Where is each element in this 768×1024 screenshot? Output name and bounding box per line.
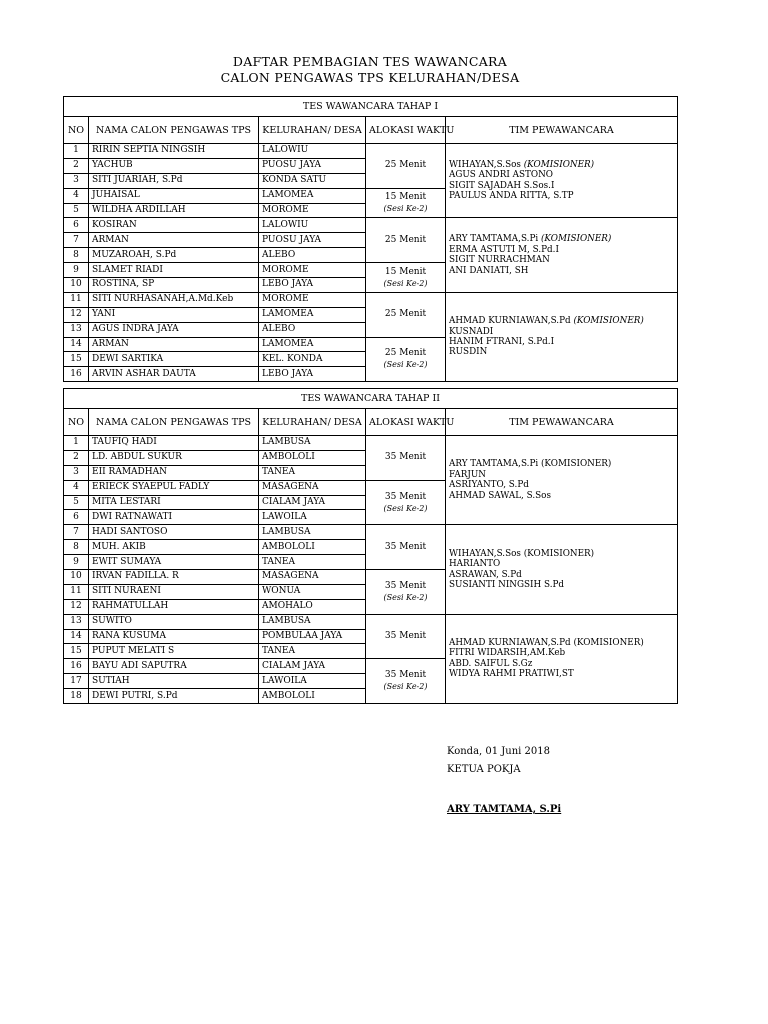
cell-no: 5 — [64, 203, 89, 218]
alokasi-sesi: (Sesi Ke-2) — [383, 592, 428, 602]
cell-no: 12 — [64, 599, 89, 614]
header-kelurahan: KELURAHAN/ DESA — [259, 117, 366, 144]
cell-no: 13 — [64, 322, 89, 337]
alokasi-waktu: 35 Menit — [384, 491, 427, 502]
cell-nama: SITI NURAENI — [89, 584, 259, 599]
cell-no: 18 — [64, 689, 89, 704]
cell-no: 16 — [64, 659, 89, 674]
cell-nama: KOSIRAN — [89, 218, 259, 233]
tim-anggota: AGUS ANDRI ASTONO — [449, 170, 553, 181]
tim-ketua — [449, 549, 674, 559]
tim-anggota: KUSNADI — [449, 326, 494, 337]
signature-block — [447, 743, 561, 819]
cell-alokasi — [366, 188, 446, 218]
tim-anggota: RUSDIN — [449, 347, 488, 358]
alokasi-waktu: 15 Menit — [384, 266, 427, 277]
cell-nama: RIRIN SEPTIA NINGSIH — [89, 144, 259, 159]
cell-kelurahan: LEBO JAYA — [259, 367, 366, 382]
cell-nama: MITA LESTARI — [89, 495, 259, 510]
tim-ketua-name: ARY TAMTAMA,S.Pi — [449, 234, 539, 245]
tim-ketua — [449, 316, 674, 326]
cell-kelurahan: CIALAM JAYA — [259, 495, 366, 510]
alokasi-waktu: 25 Menit — [384, 234, 427, 245]
cell-no: 1 — [64, 144, 89, 159]
cell-kelurahan: MOROME — [259, 263, 366, 278]
cell-no: 6 — [64, 510, 89, 525]
tim-ketua — [449, 160, 674, 170]
schedule-table-tahap-2 — [63, 388, 678, 704]
cell-tim-pewawancara — [446, 525, 678, 614]
cell-tim-pewawancara — [446, 218, 678, 292]
cell-no: 10 — [64, 570, 89, 585]
cell-kelurahan: LAMBUSA — [259, 614, 366, 629]
cell-no: 9 — [64, 555, 89, 570]
alokasi-waktu: 35 Menit — [384, 670, 427, 681]
cell-kelurahan: AMBOLOLI — [259, 540, 366, 555]
cell-nama: ARMAN — [89, 233, 259, 248]
cell-alokasi — [366, 263, 446, 293]
cell-alokasi — [366, 570, 446, 615]
header-kelurahan: KELURAHAN/ DESA — [259, 409, 366, 436]
alokasi-waktu: 15 Menit — [384, 192, 427, 203]
document-title — [0, 54, 740, 86]
tim-anggota: ERMA ASTUTI M, S.Pd.I — [449, 244, 559, 255]
cell-nama: AGUS INDRA JAYA — [89, 322, 259, 337]
cell-no: 9 — [64, 263, 89, 278]
cell-nama: SITI JUARIAH, S.Pd — [89, 173, 259, 188]
cell-alokasi — [366, 480, 446, 525]
tim-ketua-name: WIHAYAN,S.Sos — [449, 159, 521, 170]
cell-nama: IRVAN FADILLA. R — [89, 570, 259, 585]
cell-nama: SUTIAH — [89, 674, 259, 689]
tim-ketua-name: AHMAD KURNIAWAN,S.Pd (KOMISIONER) — [449, 638, 644, 649]
alokasi-waktu: 25 Menit — [384, 348, 427, 359]
cell-no: 3 — [64, 173, 89, 188]
cell-no: 13 — [64, 614, 89, 629]
cell-tim-pewawancara — [446, 144, 678, 218]
cell-nama: DEWI SARTIKA — [89, 352, 259, 367]
cell-no: 16 — [64, 367, 89, 382]
cell-kelurahan: ALEBO — [259, 248, 366, 263]
cell-nama: YANI — [89, 307, 259, 322]
header-alokasi: ALOKASI WAKTU — [366, 117, 446, 144]
tim-ketua-role: (KOMISIONER) — [573, 316, 644, 327]
cell-alokasi — [366, 292, 446, 337]
cell-kelurahan: MASAGENA — [259, 480, 366, 495]
tim-ketua-role: (KOMISIONER) — [541, 234, 612, 245]
tim-anggota: HARIANTO — [449, 559, 501, 570]
signature-place-date: Konda, 01 Juni 2018 — [447, 746, 551, 757]
title-line-2: CALON PENGAWAS TPS KELURAHAN/DESA — [220, 70, 520, 85]
cell-nama: WILDHA ARDILLAH — [89, 203, 259, 218]
cell-kelurahan: TANEA — [259, 644, 366, 659]
cell-kelurahan: MOROME — [259, 292, 366, 307]
alokasi-sesi: (Sesi Ke-2) — [383, 503, 428, 513]
cell-no: 11 — [64, 292, 89, 307]
cell-kelurahan: KEL. KONDA — [259, 352, 366, 367]
alokasi-sesi: (Sesi Ke-2) — [383, 204, 428, 214]
cell-no: 15 — [64, 644, 89, 659]
cell-kelurahan: TANEA — [259, 555, 366, 570]
cell-nama: ERIECK SYAEPUL FADLY — [89, 480, 259, 495]
cell-alokasi — [366, 436, 446, 481]
cell-no: 14 — [64, 337, 89, 352]
cell-nama: EWIT SUMAYA — [89, 555, 259, 570]
cell-kelurahan: KONDA SATU — [259, 173, 366, 188]
cell-no: 5 — [64, 495, 89, 510]
cell-no: 3 — [64, 465, 89, 480]
cell-kelurahan: POMBULAA JAYA — [259, 629, 366, 644]
cell-kelurahan: LALOWIU — [259, 144, 366, 159]
cell-no: 1 — [64, 436, 89, 451]
cell-nama: HADI SANTOSO — [89, 525, 259, 540]
table-caption: TES WAWANCARA TAHAP I — [64, 97, 678, 117]
cell-no: 2 — [64, 158, 89, 173]
cell-no: 10 — [64, 278, 89, 293]
cell-nama: DWI RATNAWATI — [89, 510, 259, 525]
cell-kelurahan: LALOWIU — [259, 218, 366, 233]
cell-tim-pewawancara — [446, 614, 678, 703]
header-tim: TIM PEWAWANCARA — [446, 409, 678, 436]
alokasi-waktu: 25 Menit — [384, 160, 427, 171]
cell-kelurahan: PUOSU JAYA — [259, 233, 366, 248]
tim-anggota: SIGIT SAJADAH S.Sos.I — [449, 180, 555, 191]
cell-nama: TAUFIQ HADI — [89, 436, 259, 451]
tim-ketua — [449, 234, 674, 244]
header-nama: NAMA CALON PENGAWAS TPS — [89, 409, 259, 436]
tim-anggota: FITRI WIDARSIH,AM.Keb — [449, 648, 566, 659]
cell-nama: SITI NURHASANAH,A.Md.Keb — [89, 292, 259, 307]
cell-kelurahan: ALEBO — [259, 322, 366, 337]
tim-ketua-name: ARY TAMTAMA,S.Pi (KOMISIONER) — [449, 459, 612, 470]
alokasi-waktu: 25 Menit — [384, 309, 427, 320]
cell-no: 17 — [64, 674, 89, 689]
cell-alokasi — [366, 614, 446, 659]
tim-anggota: PAULUS ANDA RITTA, S.TP — [449, 191, 574, 202]
table-row — [64, 144, 678, 159]
cell-no: 7 — [64, 525, 89, 540]
cell-no: 11 — [64, 584, 89, 599]
cell-nama: SUWITO — [89, 614, 259, 629]
cell-kelurahan: MOROME — [259, 203, 366, 218]
alokasi-sesi: (Sesi Ke-2) — [383, 682, 428, 692]
alokasi-waktu: 35 Menit — [384, 452, 427, 463]
cell-kelurahan: AMBOLOLI — [259, 450, 366, 465]
cell-kelurahan: LAMOMEA — [259, 337, 366, 352]
alokasi-waktu: 35 Menit — [384, 631, 427, 642]
table-caption: TES WAWANCARA TAHAP II — [64, 389, 678, 409]
cell-no: 8 — [64, 248, 89, 263]
table-row — [64, 292, 678, 307]
header-alokasi: ALOKASI WAKTU — [366, 409, 446, 436]
cell-nama: EII RAMADHAN — [89, 465, 259, 480]
cell-kelurahan: LAWOILA — [259, 674, 366, 689]
cell-no: 4 — [64, 188, 89, 203]
cell-tim-pewawancara — [446, 292, 678, 381]
cell-kelurahan: LAMOMEA — [259, 307, 366, 322]
tim-anggota: ANI DANIATI, SH — [449, 265, 529, 276]
cell-kelurahan: AMBOLOLI — [259, 689, 366, 704]
tim-anggota: SIGIT NURRACHMAN — [449, 255, 550, 266]
cell-kelurahan: LAMBUSA — [259, 436, 366, 451]
cell-kelurahan: LAMBUSA — [259, 525, 366, 540]
cell-nama: MUZAROAH, S.Pd — [89, 248, 259, 263]
cell-kelurahan: MASAGENA — [259, 570, 366, 585]
cell-alokasi — [366, 218, 446, 263]
cell-kelurahan: WONUA — [259, 584, 366, 599]
tim-anggota: HANIM FTRANI, S.Pd.I — [449, 337, 555, 348]
tim-anggota: WIDYA RAHMI PRATIWI,ST — [449, 669, 574, 680]
alokasi-waktu: 35 Menit — [384, 580, 427, 591]
cell-nama: BAYU ADI SAPUTRA — [89, 659, 259, 674]
tim-anggota: ABD. SAIFUL S.Gz — [449, 658, 533, 669]
tim-ketua-name: WIHAYAN,S.Sos (KOMISIONER) — [449, 548, 595, 559]
cell-nama: PUPUT MELATI S — [89, 644, 259, 659]
tim-anggota: SUSIANTI NINGSIH S.Pd — [449, 579, 565, 590]
cell-nama: MUH. AKIB — [89, 540, 259, 555]
cell-nama: LD. ABDUL SUKUR — [89, 450, 259, 465]
header-no: NO — [64, 117, 89, 144]
cell-nama: DEWI PUTRI, S.Pd — [89, 689, 259, 704]
tim-anggota: AHMAD SAWAL, S.Sos — [449, 490, 551, 501]
title-line-1: DAFTAR PEMBAGIAN TES WAWANCARA — [232, 54, 508, 69]
cell-kelurahan: AMOHALO — [259, 599, 366, 614]
cell-nama: ROSTINA, SP — [89, 278, 259, 293]
cell-kelurahan: TANEA — [259, 465, 366, 480]
cell-nama: ARMAN — [89, 337, 259, 352]
cell-no: 15 — [64, 352, 89, 367]
tim-anggota: FARJUN — [449, 469, 486, 480]
cell-kelurahan: LAMOMEA — [259, 188, 366, 203]
cell-tim-pewawancara — [446, 436, 678, 525]
signature-name: ARY TAMTAMA, S.Pi — [447, 804, 562, 815]
cell-nama: RAHMATULLAH — [89, 599, 259, 614]
tim-ketua-role: (KOMISIONER) — [523, 159, 595, 170]
tim-ketua — [449, 638, 674, 648]
cell-nama: SLAMET RIADI — [89, 263, 259, 278]
cell-nama: YACHUB — [89, 158, 259, 173]
cell-kelurahan: CIALAM JAYA — [259, 659, 366, 674]
cell-kelurahan: LEBO JAYA — [259, 278, 366, 293]
cell-no: 8 — [64, 540, 89, 555]
alokasi-sesi: (Sesi Ke-2) — [383, 360, 428, 370]
table-row — [64, 436, 678, 451]
tim-ketua — [449, 459, 674, 469]
signature-position: KETUA POKJA — [447, 764, 521, 775]
header-nama: NAMA CALON PENGAWAS TPS — [89, 117, 259, 144]
cell-no: 4 — [64, 480, 89, 495]
alokasi-sesi: (Sesi Ke-2) — [383, 278, 428, 288]
tim-anggota: ASRIYANTO, S.Pd — [449, 480, 529, 491]
cell-kelurahan: LAWOILA — [259, 510, 366, 525]
cell-alokasi — [366, 659, 446, 704]
alokasi-waktu: 35 Menit — [384, 541, 427, 552]
schedule-table-tahap-1 — [63, 96, 678, 382]
tim-ketua-name: AHMAD KURNIAWAN,S.Pd — [449, 316, 571, 327]
cell-alokasi — [366, 525, 446, 570]
cell-alokasi — [366, 337, 446, 382]
cell-nama: JUHAISAL — [89, 188, 259, 203]
cell-nama: RANA KUSUMA — [89, 629, 259, 644]
cell-no: 7 — [64, 233, 89, 248]
table-row — [64, 614, 678, 629]
cell-nama: ARVIN ASHAR DAUTA — [89, 367, 259, 382]
cell-no: 6 — [64, 218, 89, 233]
cell-no: 2 — [64, 450, 89, 465]
cell-no: 14 — [64, 629, 89, 644]
header-tim: TIM PEWAWANCARA — [446, 117, 678, 144]
table-row — [64, 218, 678, 233]
cell-alokasi — [366, 144, 446, 189]
cell-no: 12 — [64, 307, 89, 322]
header-no: NO — [64, 409, 89, 436]
cell-kelurahan: PUOSU JAYA — [259, 158, 366, 173]
tim-anggota: ASRAWAN, S.Pd — [449, 569, 522, 580]
table-row — [64, 525, 678, 540]
